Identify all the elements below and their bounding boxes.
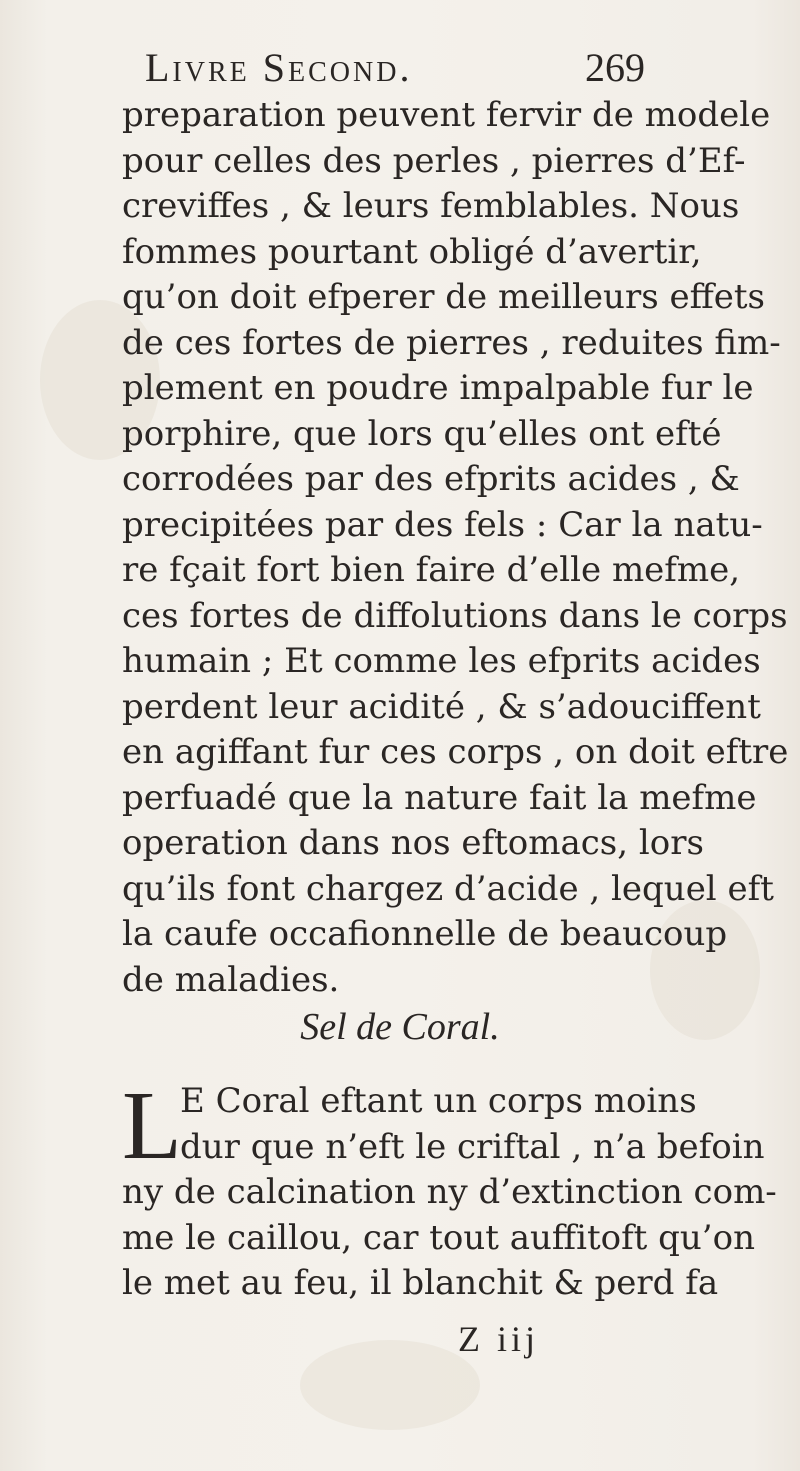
text-line: operation dans nos eftomacs, lors	[122, 823, 704, 863]
text-line: dur que n’eft le criftal , n’a befoin	[180, 1126, 765, 1167]
text-line: la caufe occafionnelle de beaucoup	[122, 914, 728, 954]
running-head: Livre Second.	[145, 45, 413, 90]
paper-stain	[300, 1340, 480, 1430]
text-line: de ces fortes de pierres , reduites fim-	[122, 322, 781, 363]
drop-cap: L	[122, 1072, 182, 1180]
text-line: humain ; Et comme les efprits acides	[122, 641, 761, 681]
text-line: plement en poudre impalpable fur le	[122, 368, 754, 408]
text-line: precipitées par des fels : Car la natu-	[122, 504, 763, 545]
page-header	[0, 40, 800, 100]
text-line: E Coral eftant un corps moins	[180, 1081, 697, 1121]
text-line: fommes pourtant obligé d’avertir,	[122, 231, 702, 272]
text-line: pour celles des perles , pierres d’Ef-	[122, 140, 746, 181]
text-line: me le caillou, car tout auffitoft qu’on	[122, 1217, 755, 1258]
text-line: creviffes , & leurs femblables. Nous	[122, 186, 740, 226]
text-line: qu’ils font chargez d’acide , lequel eft	[122, 868, 774, 909]
signature-mark: Z iij	[458, 1319, 539, 1359]
text-line: ny de calcination ny d’extinction com-	[122, 1172, 777, 1212]
text-line: re fçait fort bien faire d’elle mefme,	[122, 550, 741, 590]
text-line: perfuadé que la nature fait la mefme	[122, 777, 757, 818]
body-text	[122, 93, 789, 1003]
text-line: qu’on doit efperer de meilleurs effets	[122, 277, 765, 317]
page-number: 269	[585, 45, 645, 90]
section-body	[122, 1072, 777, 1307]
text-line: porphire, que lors qu’elles ont efté	[122, 413, 722, 454]
section-title: Sel de Coral.	[300, 1006, 500, 1048]
text-line: le met au feu, il blanchit & perd fa	[122, 1263, 719, 1303]
text-line: preparation peuvent fervir de modele	[122, 95, 771, 135]
text-line: de maladies.	[122, 959, 340, 1000]
text-line: en agiffant fur ces corps , on doit eftre	[122, 732, 789, 772]
text-line: ces fortes de diffolutions dans le corps	[122, 595, 788, 636]
text-line: corrodées par des efprits acides , &	[122, 459, 740, 499]
text-line: perdent leur acidité , & s’adouciffent	[122, 686, 761, 727]
